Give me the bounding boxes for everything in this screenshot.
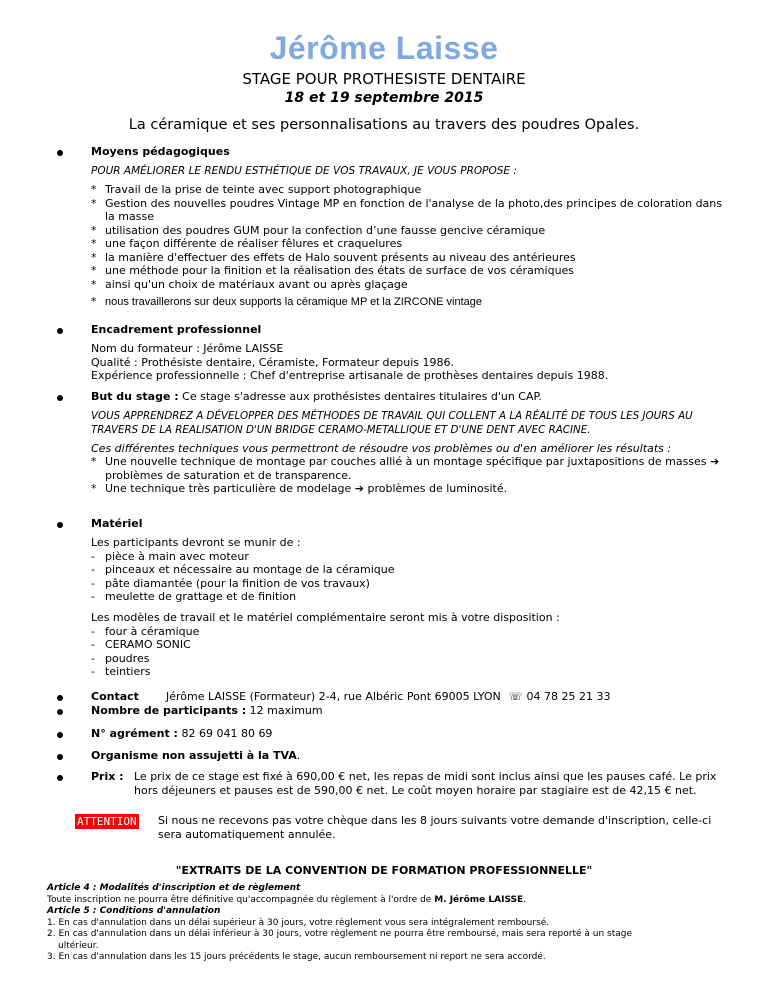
article-5-title: Article 5 : Conditions d'annulation xyxy=(47,906,221,916)
trainer-quality: Qualité : Prothésiste dentaire, Céramiste, Formateur depuis 1986. xyxy=(91,355,455,369)
asterisk-icon: * xyxy=(91,196,97,210)
page-subtitle: STAGE POUR PROTHESISTE DENTAIRE xyxy=(242,70,526,88)
agrement-label: N° agrément : xyxy=(91,727,178,740)
bullet-icon xyxy=(57,395,63,401)
materiel-intro: Les modèles de travail et le matériel complémentaire seront mis à votre disposition : xyxy=(91,611,560,624)
list-item: - poudres xyxy=(91,651,150,665)
stage-dates: 18 et 19 septembre 2015 xyxy=(284,90,484,106)
bullet-icon xyxy=(57,522,63,528)
list-item: 1. En cas d'annulation dans un délai supérieur à 30 jours, votre règlement vous sera intégralement remboursé. xyxy=(47,917,550,928)
materiel-list-1 xyxy=(91,536,395,604)
prix-text xyxy=(134,770,717,797)
bullet-icon xyxy=(57,732,63,738)
asterisk-icon: * xyxy=(91,295,97,308)
article-4-text: Toute inscription ne pourra être définitive qu'accompagnée du règlement à l'ordre de M. Jérôme LAISSE. xyxy=(47,894,527,905)
list-item: * ainsi qu'un choix de matériaux avant ou après glaçage xyxy=(91,277,408,291)
asterisk-icon: * xyxy=(91,237,97,250)
attention-line: Si nous ne recevons pas votre chèque dans les 8 jours suivants votre demande d'inscription, celle-ci xyxy=(158,814,712,827)
list-item: * nous travaillerons sur deux supports la céramique MP et la ZIRCONE vintage xyxy=(91,295,483,308)
list-item-continuation: la masse xyxy=(105,210,154,223)
prix-line: Le prix de ce stage est fixé à 690,00 € net, les repas de midi sont inclus ainsi que les pauses café. Le prix xyxy=(134,770,717,783)
prix-line: hors déjeuners et pauses est de 590,00 € net. Le coût moyen horaire par stagiaire est de 42,15 € net. xyxy=(134,783,697,797)
asterisk-icon: * xyxy=(91,455,97,468)
bullet-icon xyxy=(57,754,63,760)
prix-label: Prix : xyxy=(91,770,124,783)
list-item: * la manière d'effectuer des effets de Halo souvent présents au niveau des antérieures xyxy=(91,250,576,264)
list-item: - teintiers xyxy=(91,665,151,678)
asterisk-icon: * xyxy=(91,250,97,264)
asterisk-icon: * xyxy=(91,183,97,196)
section-heading-materiel: Matériel xyxy=(91,517,143,530)
asterisk-icon: * xyxy=(91,264,97,277)
section-heading-but: But du stage : xyxy=(91,390,179,403)
tva-line: Organisme non assujetti à la TVA. xyxy=(91,749,301,762)
list-item: - CERAMO SONIC xyxy=(91,638,191,651)
trainer-experience: Expérience professionnelle : Chef d'entreprise artisanale de prothèses dentaires depuis 1988. xyxy=(91,369,609,382)
list-item: - four à céramique xyxy=(91,624,200,638)
encadrement-details xyxy=(91,342,608,383)
contact-label: Contact xyxy=(91,690,139,703)
list-item: 3. En cas d'annulation dans les 15 jours précédents le stage, aucun remboursement ni report ne sera accordé. xyxy=(47,952,546,962)
agrement-value: 82 69 041 80 69 xyxy=(177,727,273,740)
list-item: * Travail de la prise de teinte avec support photographique xyxy=(91,183,422,196)
bullet-icon xyxy=(57,328,63,334)
asterisk-icon: * xyxy=(91,223,97,237)
materiel-intro: Les participants devront se munir de : xyxy=(91,536,301,549)
materiel-list-2 xyxy=(91,611,560,679)
list-item: * Gestion des nouvelles poudres Vintage MP en fonction de l'analyse de la photo,des principes de coloration dans xyxy=(91,196,722,210)
list-item: - meulette de grattage et de finition xyxy=(91,590,297,603)
but-caps-line: TRAVERS DE LA REALISATION D'UN BRIDGE CERAMO-METALLIQUE ET D'UNE DENT AVEC RACINE. xyxy=(91,423,591,436)
asterisk-icon: * xyxy=(91,277,97,291)
participants-value: 12 maximum xyxy=(246,704,323,717)
attention-badge: ATTENTION xyxy=(77,815,137,828)
attention-text xyxy=(158,814,711,841)
but-italic: Ces différentes techniques vous permettront de résoudre vos problèmes ou d'en améliorer les résultats : xyxy=(91,442,672,455)
contact-details xyxy=(166,690,611,704)
but-line xyxy=(91,390,542,404)
section-heading-encadrement: Encadrement professionnel xyxy=(91,323,262,336)
list-item: * une méthode pour la finition et la réalisation des états de surface de vos céramiques xyxy=(91,264,575,277)
asterisk-icon: * xyxy=(91,482,97,495)
list-item: - pinceaux et nécessaire au montage de la céramique xyxy=(91,563,395,576)
stage-theme: La céramique et ses personnalisations au travers des poudres Opales. xyxy=(128,117,640,133)
list-item: - pièce à main avec moteur xyxy=(91,549,249,563)
but-caps-line: VOUS APPRENDREZ A DÉVELOPPER DES MÉTHODES DE TRAVAIL QUI COLLENT A LA RÉALITÉ DE TOUS LES JOURS AU xyxy=(91,410,693,422)
tva-text: Organisme non assujetti à la TVA xyxy=(91,749,297,762)
contact-address: Jérôme LAISSE (Formateur) 2-4, rue Albéric Pont 69005 LYON xyxy=(166,690,501,703)
but-text: Ce stage s'adresse aux prothésistes dentaires titulaires d'un CAP. xyxy=(178,390,542,403)
list-item: * Une nouvelle technique de montage par couches allié à un montage spécifique par juxtapositions de masses ➔ xyxy=(91,455,720,468)
phone-icon: ☏ xyxy=(508,690,523,703)
convention-heading: "EXTRAITS DE LA CONVENTION DE FORMATION PROFESSIONNELLE" xyxy=(175,864,593,877)
list-item: 2. En cas d'annulation dans un délai inférieur à 30 jours, votre règlement ne pourra être remboursé, mais sera reporté à un stage xyxy=(47,929,633,939)
participants-line xyxy=(91,704,323,718)
contact-phone: 04 78 25 21 33 xyxy=(526,690,611,703)
convention-extracts xyxy=(47,883,737,964)
list-item-continuation: problèmes de saturation et de transparence. xyxy=(105,468,352,482)
agrement-line xyxy=(91,727,272,741)
section-heading-moyens: Moyens pédagogiques xyxy=(91,145,230,158)
trainer-name: Nom du formateur : Jérôme LAISSE xyxy=(91,342,284,355)
article-4-title: Article 4 : Modalités d'inscription et de règlement xyxy=(47,883,301,893)
participants-label: Nombre de participants : xyxy=(91,704,247,717)
list-item: * utilisation des poudres GUM pour la confection d’une fausse gencive céramique xyxy=(91,223,546,237)
but-caps xyxy=(91,410,693,437)
moyens-list xyxy=(91,183,722,310)
list-item: * une façon différente de réaliser fêlures et craquelures xyxy=(91,237,403,250)
page-title: Jérôme Laisse xyxy=(269,30,499,66)
list-item: - pâte diamantée (pour la finition de vos travaux) xyxy=(91,576,370,590)
bullet-icon xyxy=(57,775,63,781)
bullet-icon xyxy=(57,709,63,715)
list-item: * Une technique très particulière de modelage ➔ problèmes de luminosité. xyxy=(91,482,508,495)
but-list xyxy=(91,455,719,496)
bullet-icon xyxy=(57,695,63,701)
moyens-intro: POUR AMÉLIORER LE RENDU ESTHÉTIQUE DE VOS TRAVAUX, JE VOUS PROPOSE : xyxy=(91,165,517,177)
list-item-continuation: ultérieur. xyxy=(58,940,99,951)
attention-line: sera automatiquement annulée. xyxy=(158,827,336,841)
bullet-icon xyxy=(57,150,63,156)
